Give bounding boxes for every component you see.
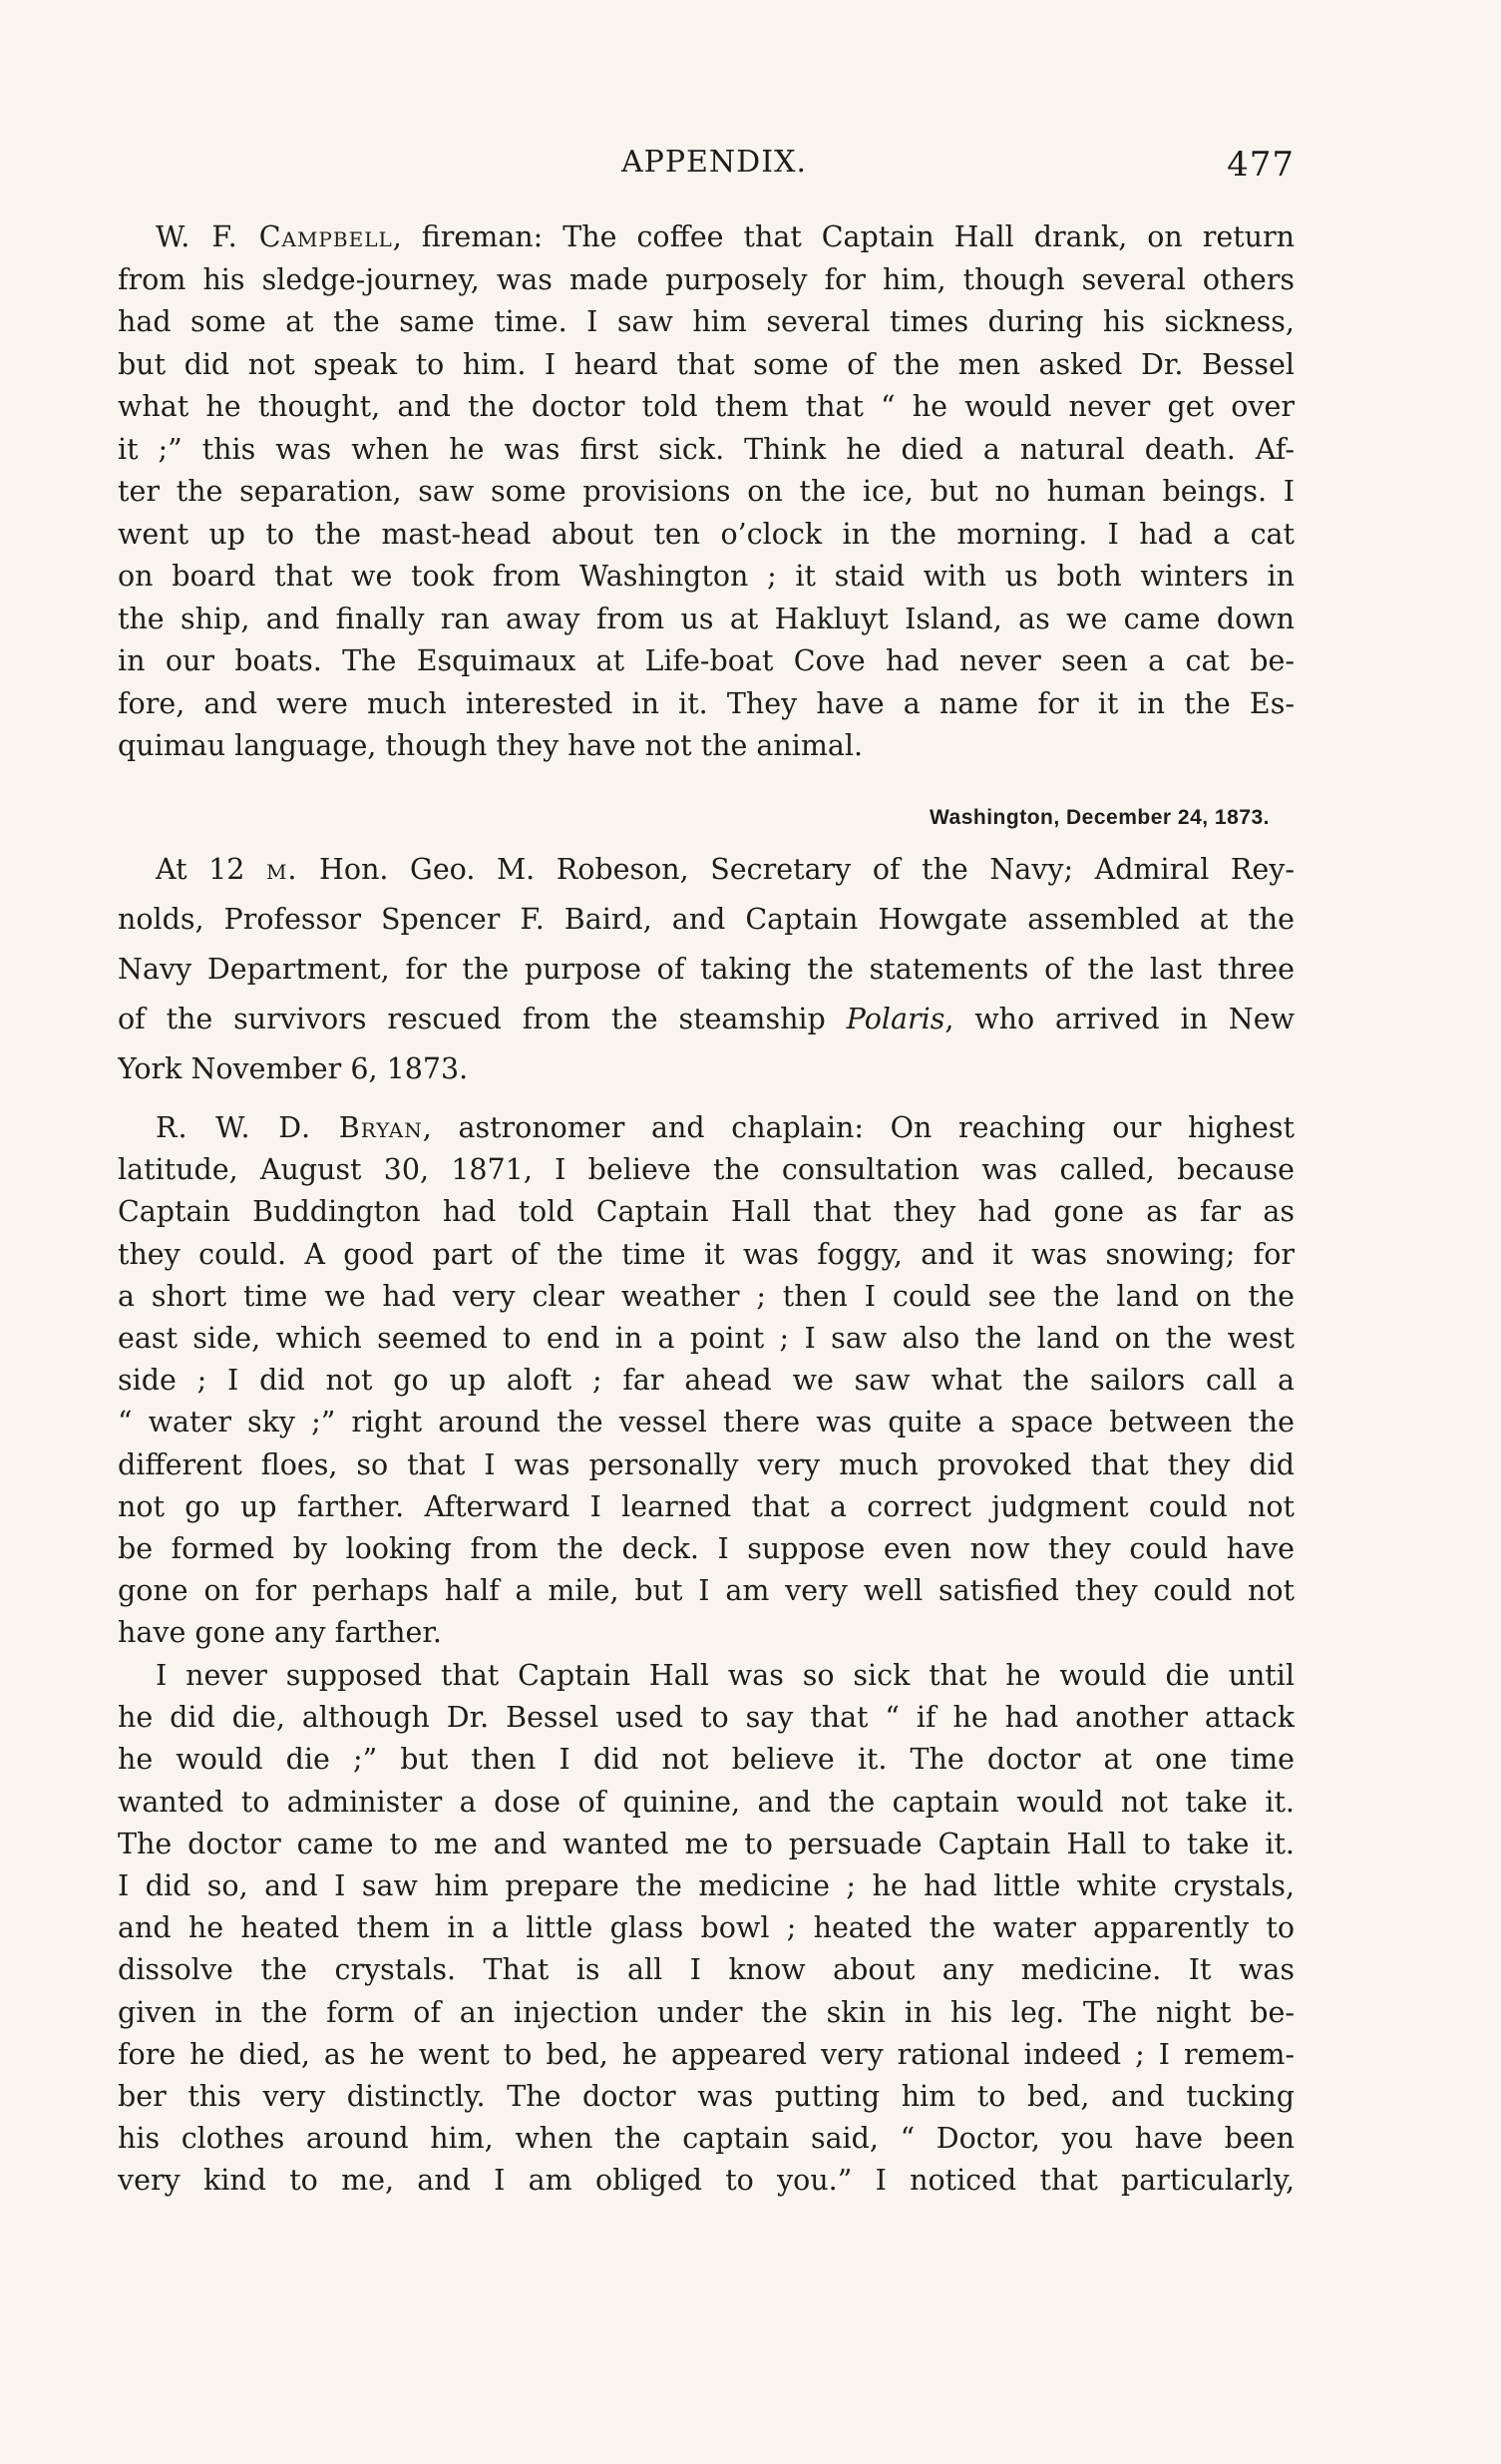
page-header <box>118 145 1295 189</box>
speaker-name: W. F. Campbell <box>156 220 393 253</box>
text-line: Navy Department, for the purpose of taking the statements of the last three <box>118 953 1295 986</box>
bryan-testimony <box>118 1107 1295 1654</box>
text-line: went up to the mast-head about ten o’clock in the morning. I had a cat <box>118 517 1295 551</box>
bryan-testimony-continued <box>118 1655 1295 2202</box>
text-line: very kind to me, and I am obliged to you.” I noticed that particularly, <box>118 2164 1295 2198</box>
text-line: nolds, Professor Spencer F. Baird, and Captain Howgate assembled at the <box>118 903 1295 936</box>
line-text: , who arrived in New <box>944 1003 1295 1035</box>
text-line <box>118 845 1295 895</box>
paragraph <box>118 845 1295 1094</box>
line-text: , astronomer and chaplain: On reaching our highest <box>422 1111 1295 1144</box>
text-line: he did die, although Dr. Bessel used to say that “ if he had another attack <box>118 1701 1295 1735</box>
text-line: latitude, August 30, 1871, I believe the consultation was called, because <box>118 1153 1295 1187</box>
text-line: given in the form of an injection under the skin in his leg. The night be- <box>118 1995 1295 2029</box>
line-text: Hon. Geo. M. Robeson, Secretary of the Navy; Admiral Rey- <box>297 853 1295 886</box>
text-line: in our boats. The Esquimaux at Life-boat Cove had never seen a cat be- <box>118 644 1295 677</box>
dateline-block <box>118 806 1295 838</box>
text-line: ber this very distinctly. The doctor was putting him to bed, and tucking <box>118 2079 1295 2113</box>
text-line: The doctor came to me and wanted me to persuade Captain Hall to take it. <box>118 1827 1295 1860</box>
paragraph <box>118 1107 1295 1654</box>
text-line: he would die ;” but then I did not believe it. The doctor at one time <box>118 1743 1295 1777</box>
ship-name: Polaris <box>846 1003 945 1035</box>
text-line: and he heated them in a little glass bowl ; heated the water apparently to <box>118 1911 1295 1945</box>
speaker-name: R. W. D. Bryan <box>156 1111 423 1144</box>
text-line: what he thought, and the doctor told them that “ he would never get over <box>118 390 1295 423</box>
text-line: gone on for perhaps half a mile, but I am very well satisfied they could not <box>118 1574 1295 1608</box>
text-line <box>118 995 1295 1044</box>
text-line <box>118 216 1295 259</box>
meridian-abbrev: m. <box>265 853 298 886</box>
text-line: dissolve the crystals. That is all I know about any medicine. It was <box>118 1953 1295 1987</box>
text-line: on board that we took from Washington ; it staid with us both winters in <box>118 560 1295 593</box>
text-line: Captain Buddington had told Captain Hall that they had gone as far as <box>118 1195 1295 1229</box>
text-line: York November 6, 1873. <box>118 1052 469 1085</box>
text-line: I did so, and I saw him prepare the medicine ; he had little white crystals, <box>118 1868 1295 1902</box>
text-line: have gone any farther. <box>118 1616 442 1650</box>
text-line <box>118 1107 1295 1149</box>
text-line: “ water sky ;” right around the vessel there was quite a space between the <box>118 1406 1295 1439</box>
text-line: it ;” this was when he was first sick. Think he died a natural death. Af- <box>118 432 1295 466</box>
text-line: but did not speak to him. I heard that some of the men asked Dr. Bessel <box>118 347 1295 381</box>
text-line: fore, and were much interested in it. They have a name for it in the Es- <box>118 686 1295 720</box>
text-line: east side, which seemed to end in a point ; I saw also the land on the west <box>118 1321 1295 1355</box>
dateline: Washington, December 24, 1873. <box>929 806 1270 829</box>
text-line: from his sledge-journey, was made purposely for him, though several others <box>118 262 1295 296</box>
text-line: fore he died, as he went to bed, he appeared very rational indeed ; I remem- <box>118 2037 1295 2071</box>
meeting-paragraph <box>118 845 1295 1094</box>
text-line: I never supposed that Captain Hall was so sick that he would die until <box>156 1659 1295 1692</box>
text-line: not go up farther. Afterward I learned that a correct judgment could not <box>118 1489 1295 1523</box>
paragraph <box>118 216 1295 768</box>
line-text: : The coffee that Captain Hall drank, on return <box>533 220 1295 253</box>
text-line: they could. A good part of the time it was foggy, and it was snowing; for <box>118 1237 1295 1271</box>
line-text: At 12 <box>156 853 266 886</box>
text-line: side ; I did not go up aloft ; far ahead we saw what the sailors call a <box>118 1364 1295 1398</box>
text-line: the ship, and finally ran away from us at Hakluyt Island, as we came down <box>118 602 1295 635</box>
line-text: of the survivors rescued from the steamship <box>118 1003 847 1035</box>
running-head: APPENDIX. <box>621 145 807 180</box>
paragraph <box>118 1655 1295 2202</box>
text-line: wanted to administer a dose of quinine, and the captain would not take it. <box>118 1785 1295 1819</box>
page-number: 477 <box>1227 145 1295 185</box>
text-line: ter the separation, saw some provisions on the ice, but no human beings. I <box>118 475 1295 508</box>
text-line: different floes, so that I was personally very much provoked that they did <box>118 1447 1295 1481</box>
text-line: had some at the same time. I saw him several times during his sickness, <box>118 305 1295 338</box>
speaker-role: , fireman <box>392 220 534 253</box>
text-line: his clothes around him, when the captain said, “ Doctor, you have been <box>118 2122 1295 2156</box>
text-line: a short time we had very clear weather ; then I could see the land on the <box>118 1279 1295 1313</box>
text-line: quimau language, though they have not the animal. <box>118 729 864 762</box>
campbell-testimony <box>118 216 1295 768</box>
text-line: be formed by looking from the deck. I suppose even now they could have <box>118 1531 1295 1565</box>
